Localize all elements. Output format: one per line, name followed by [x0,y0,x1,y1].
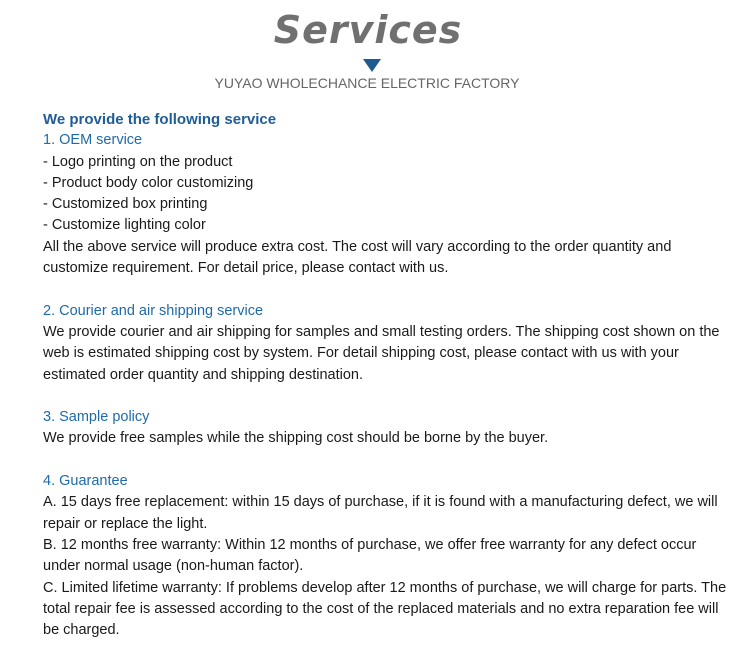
section-oem [43,130,733,279]
spacer [43,386,733,407]
company-name: YUYAO WHOLECHANCE ELECTRIC FACTORY [214,75,520,91]
section-title: 1. OEM service [43,132,143,149]
section-text: We provide free samples while the shipping cost should be borne by the buyer. [43,430,549,447]
section-title: 4. Guarantee [43,473,128,490]
list-item: - Customize lighting color [43,217,206,234]
section-text: We provide courier and air shipping for samples and small testing orders. The shipping cost shown on the web is estimated shipping cost by system. For detail shipping cost, please contact with us with your estimated order quantity and shipping destination. [43,323,720,383]
down-triangle-icon [363,59,381,72]
guarantee-item: B. 12 months free warranty: Within 12 months of purchase, we offer free warranty for any defect occur under normal usage (non-human factor). [43,536,697,575]
section-title: 2. Courier and air shipping service [43,302,264,319]
section-sample-policy [43,407,733,450]
list-item: - Logo printing on the product [43,153,233,170]
page-header [0,0,750,100]
section-shipping [43,301,733,386]
guarantee-item: C. Limited lifetime warranty: If problems develop after 12 months of purchase, we will charge for parts. The total repair fee is assessed according to the cost of the replaced materials and no extra reparation fee will be charged. [43,579,727,639]
page-title: Services [273,8,463,52]
guarantee-item: A. 15 days free replacement: within 15 days of purchase, if it is found with a manufacturing defect, we will repair or replace the light. [43,494,718,532]
list-item: - Customized box printing [43,196,208,213]
section-title: 3. Sample policy [43,409,150,426]
intro-heading: We provide the following service [43,111,277,128]
spacer [43,279,733,300]
list-item: - Product body color customizing [43,174,254,191]
spacer [43,450,733,471]
services-content [43,109,733,641]
section-text: All the above service will produce extra cost. The cost will vary according to the order quantity and customize requirement. For detail price, please contact with us. [43,238,672,277]
section-guarantee [43,471,733,641]
